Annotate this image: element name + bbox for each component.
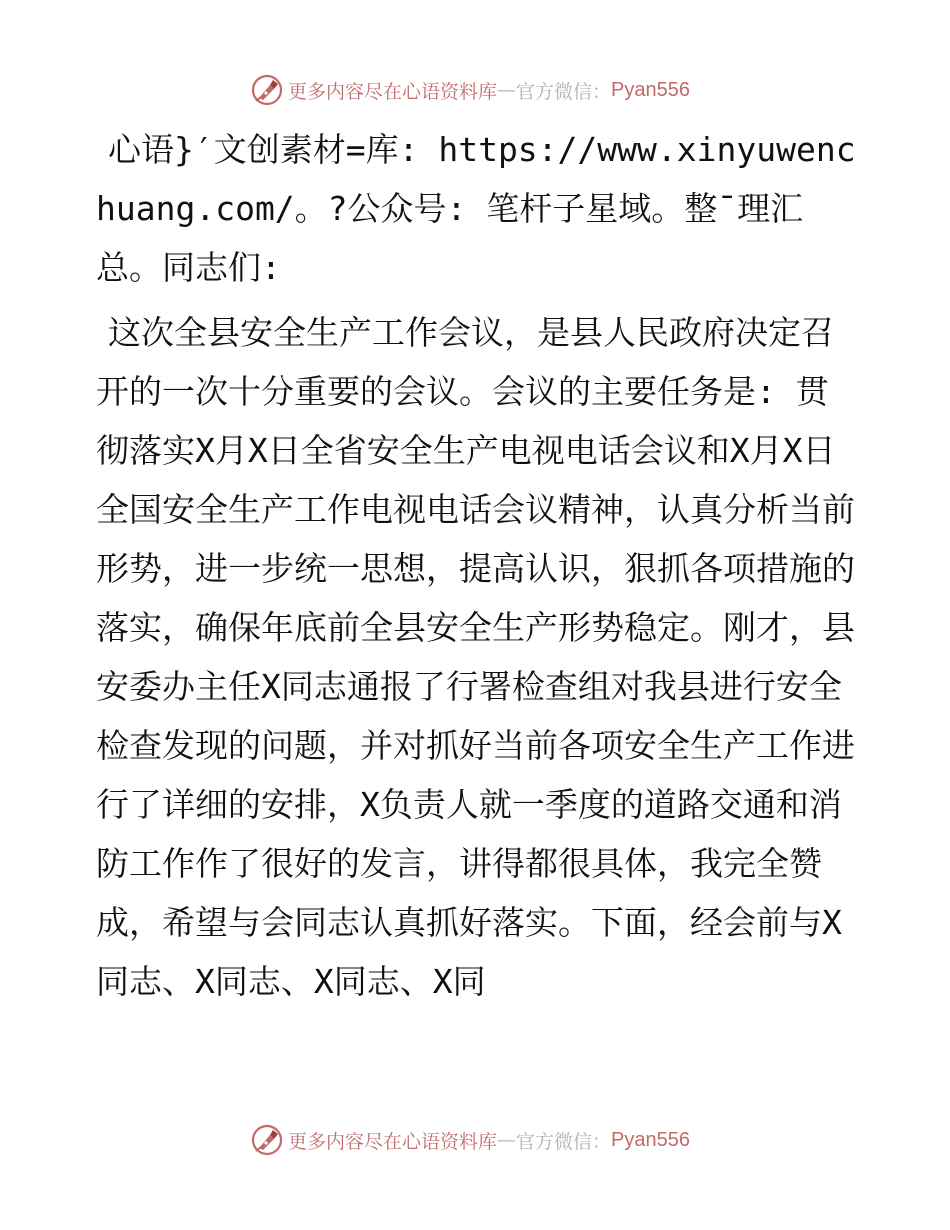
pen-nib-logo-icon	[250, 73, 284, 107]
watermark-official-label: 官方微信：	[516, 1130, 612, 1153]
header-watermark	[0, 70, 950, 110]
watermark-group	[250, 1123, 690, 1157]
footer-watermark	[0, 1120, 950, 1160]
watermark-text: 更多内容尽在心语资料库	[288, 80, 498, 103]
watermark-separator: —	[497, 79, 517, 101]
watermark-official-label: 官方微信：	[516, 80, 612, 103]
document-paragraph-intro	[96, 120, 856, 297]
paragraph-text: 心语}′文创素材=库: https://www.xinyuwenchuang.com/。?公众号: 笔杆子星域。整¯理汇总。同志们:	[96, 130, 856, 287]
watermark-wechat-id: Pyan556	[611, 1128, 690, 1151]
document-paragraph-main	[96, 303, 856, 1011]
watermark-wechat-id: Pyan556	[611, 78, 690, 101]
watermark-text: 更多内容尽在心语资料库	[288, 1130, 498, 1153]
watermark-group	[250, 73, 690, 107]
document-body	[96, 120, 856, 1011]
pen-nib-logo-icon	[250, 1123, 284, 1157]
paragraph-text: 这次全县安全生产工作会议，是县人民政府决定召开的一次十分重要的会议。会议的主要任务是: 贯彻落实X月X日全省安全生产电视电话会议和X月X日全国安全生产工作电视电话会议精神，认真分析当前形势，进一步统一思想，提高认识，狠抓各项措施的落实，确保年底前全县安全生产形势稳定。刚才，县安委办主任X同志通报了行署检查组对我县进行安全检查发现的问题，并对抓好当前各项安全生产工作进行了详细的安排，X负责人就一季度的道路交通和消防工作作了很好的发言，讲得都很具体，我完全赞成，希望与会同志认真抓好落实。下面，经会前与X同志、X同志、X同志、X同	[96, 313, 855, 1001]
watermark-separator: —	[497, 1129, 517, 1151]
